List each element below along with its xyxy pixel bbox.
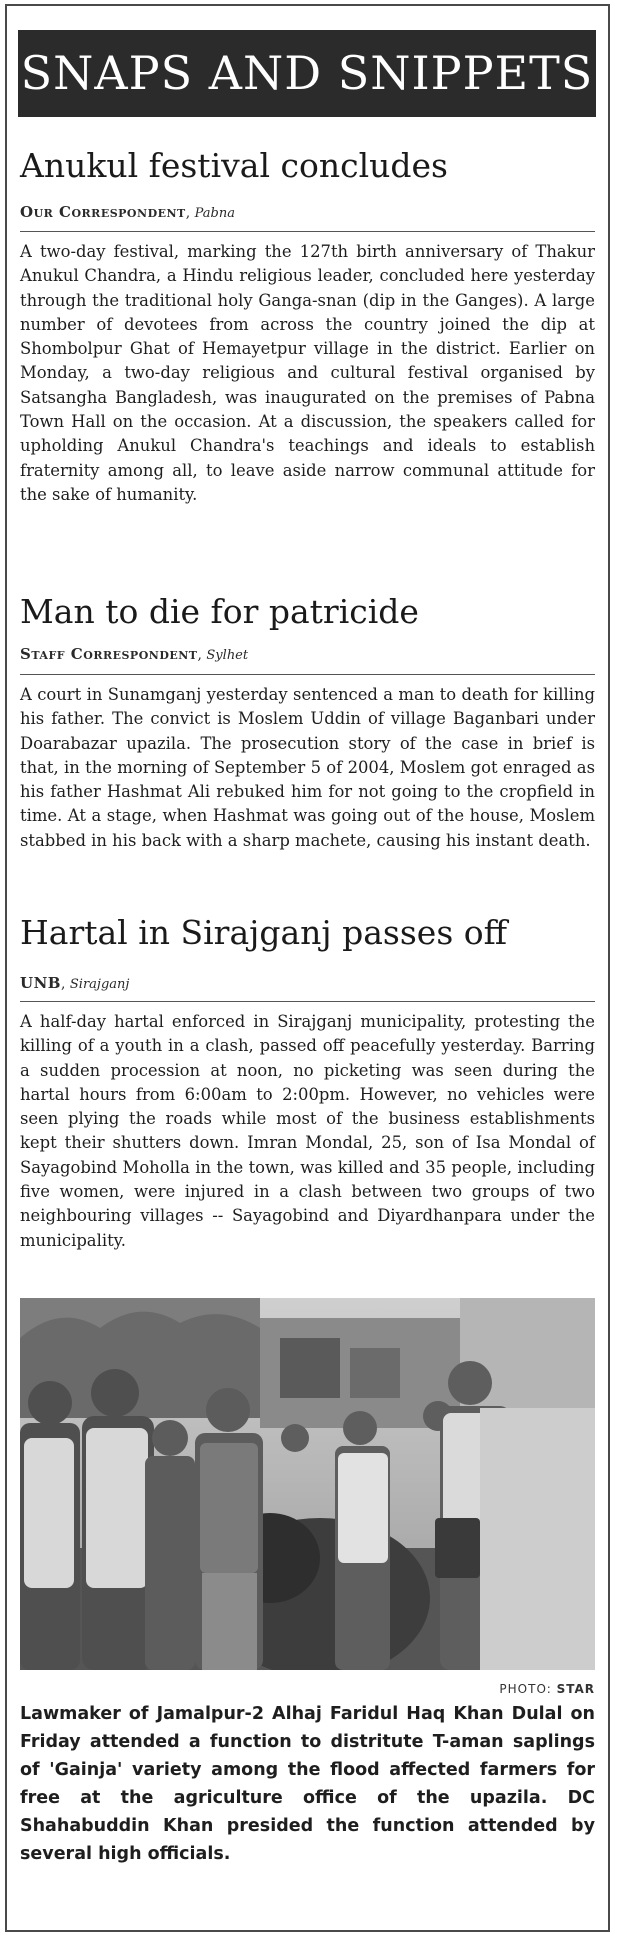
story-2-byline-place: Sylhet <box>206 648 249 663</box>
photo-credit <box>20 1682 595 1696</box>
story-2-byline: Staff Correspondent, Sylhet <box>20 645 249 663</box>
story-3-byline: UNB, Sirajganj <box>20 974 130 992</box>
story-3-byline-name: UNB <box>20 974 61 992</box>
photo-credit-label: PHOTO: <box>499 1682 552 1696</box>
story-3-body: A half-day hartal enforced in Sirajganj municipality, protesting the killing of a youth in a clash, passed off peacefully yesterday. Barring a sudden procession at noon, no picketing was seen during the hartal hours from 6:00am to 2:00pm. However, no vehicles were seen plying the roads while most of the business establishments kept their shutters down. Imran Mondal, 25, son of Isa Mondal of Sayagobind Moholla in the town, was killed and 35 people, including five women, were injured in a clash between two groups of two neighbouring villages -- Sayagobind and Diyardhanpara under the municipality. <box>20 1012 595 1250</box>
news-photo <box>20 1298 595 1670</box>
story-3-headline: Hartal in Sirajganj passes off <box>20 913 508 952</box>
story-3-divider <box>20 1001 595 1002</box>
story-2-body: A court in Sunamganj yesterday sentenced a man to death for killing his father. The convict is Moslem Uddin of village Baganbari under Doarabazar upazila. The prosecution story of the case in brief is that, in the morning of September 5 of 2004, Moslem got enraged as his father Hashmat Ali rebuked him for not going to the cropfield in time. At a stage, when Hashmat was going out of the house, Moslem stabbed in his back with a sharp machete, causing his instant death. <box>20 685 595 850</box>
story-1-headline: Anukul festival concludes <box>20 146 448 185</box>
story-2-headline: Man to die for patricide <box>20 592 419 631</box>
section-banner: SNAPS AND SNIPPETS <box>18 30 596 117</box>
photo-credit-source: STAR <box>556 1682 595 1696</box>
story-2-divider <box>20 674 595 675</box>
story-1-divider <box>20 231 595 232</box>
story-3-byline-place: Sirajganj <box>69 977 130 992</box>
photo-caption: Lawmaker of Jamalpur-2 Alhaj Faridul Haq Khan Dulal on Friday attended a function to distritute T-aman saplings of 'Gainja' variety among the flood affected farmers for free at the agriculture office of the upazila. DC Shahabuddin Khan presided the function attended by several high officials. <box>20 1704 595 1864</box>
story-1-byline-name: Our Correspondent <box>20 203 186 221</box>
story-1-byline: Our Correspondent, Pabna <box>20 203 235 221</box>
story-2-byline-name: Staff Correspondent <box>20 645 198 663</box>
story-1-body: A two-day festival, marking the 127th birth anniversary of Thakur Anukul Chandra, a Hindu religious leader, concluded here yesterday through the traditional holy Ganga-snan (dip in the Ganges). A large number of devotees from across the country joined the dip at Shombolpur Ghat of Hemayetpur village in the district. Earlier on Monday, a two-day religious and cultural festival organised by Satsangha Bangladesh, was inaugurated on the premises of Pabna Town Hall on the occasion. At a discussion, the speakers called for upholding Anukul Chandra's teachings and ideals to establish fraternity among all, to leave aside narrow communal attitude for the sake of humanity. <box>20 242 595 504</box>
story-1-byline-place: Pabna <box>194 206 235 221</box>
photo-illustration <box>20 1298 595 1670</box>
